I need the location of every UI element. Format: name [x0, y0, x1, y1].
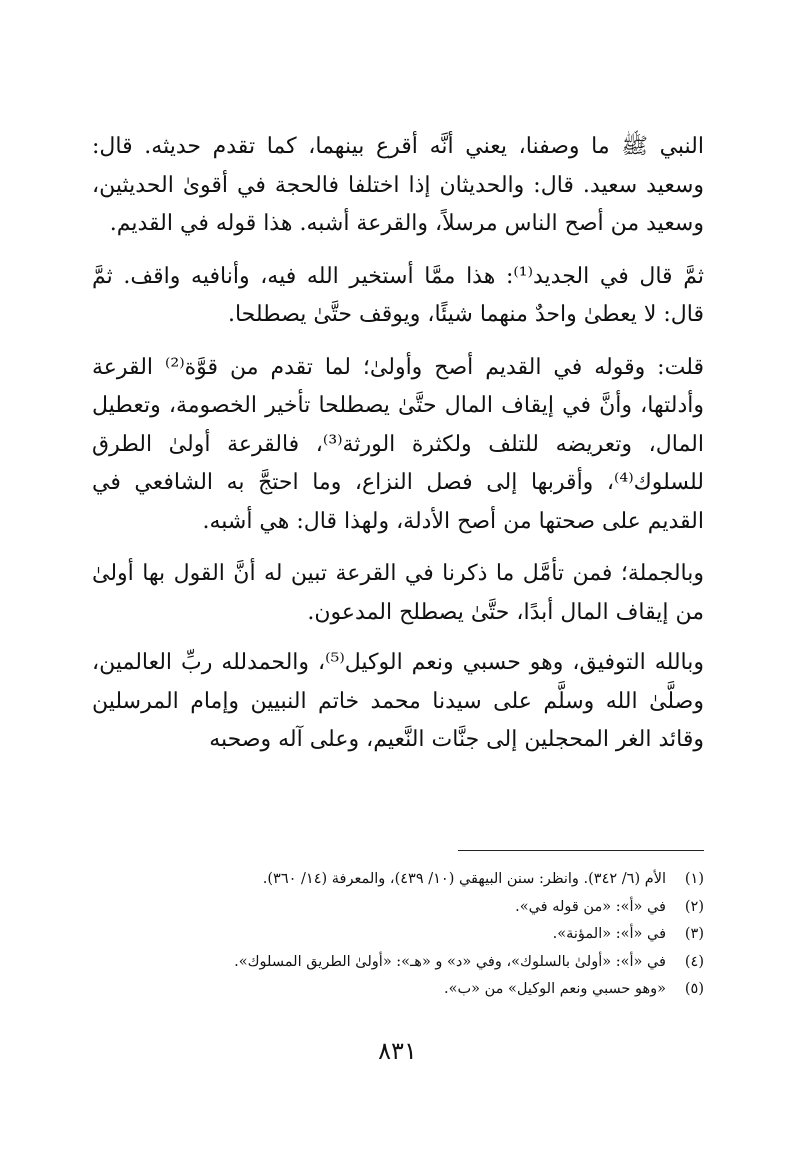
footnote-1 [92, 866, 704, 894]
footnote-number: (١) [684, 871, 704, 887]
footnote-2 [92, 894, 704, 922]
footnotes [92, 866, 704, 1004]
footnote-text: في «أ»: «المؤنة». [552, 926, 666, 942]
footnote-text: في «أ»: «أولىٰ بالسلوك»، وفي «د» و «هـ»: «أولىٰ الطريق المسلوك». [234, 953, 666, 970]
paragraph-4: وبالجملة؛ فمن تأمَّل ما ذكرنا في القرعة تبين له أنَّ القول بها أولىٰ من إيقاف المال أبدًا، حتَّىٰ يصطلح المدعون. [92, 561, 704, 625]
footnote-5 [92, 976, 704, 1004]
footnote-number: (٢) [684, 898, 704, 915]
footnote-3 [92, 921, 704, 949]
page-number: ٨٣١ [378, 1037, 417, 1065]
paragraph-5: وبالله التوفيق، وهو حسبي ونعم الوكيل⁽⁵⁾، والحمدلله ربِّ العالمين، وصلَّىٰ الله وسلَّم على سيدنا محمد خاتم النبيين وإمام المرسلين وقائد الغر المحجلين إلى جنَّات النَّعيم، وعلى آله وصحبه [92, 650, 705, 752]
paragraph-3: قلت: وقوله في القديم أصح وأولىٰ؛ لما تقدم من قوَّة⁽²⁾ القرعة وأدلتها، وأنَّ في إيقاف المال حتَّىٰ يصطلحا تأخير الخصومة، وتعطيل المال، وتعريضه للتلف ولكثرة الورثة⁽³⁾، فالقرعة أولىٰ الطرق للسلوك⁽⁴⁾، وأقربها إلى فصل النزاع، وما احتجَّ به الشافعي في القديم على صحتها من أصح الأدلة، ولهذا قال: هي أشبه. [92, 354, 704, 534]
footnote-number: (٥) [684, 981, 704, 997]
paragraph-1: النبي ﷺ ما وصفنا، يعني أنَّه أقرع بينهما، كما تقدم حديثه. قال: وسعيد سعيد. قال: والحديثان إذا اختلفا فالحجة في أقوىٰ الحديثين، وسعيد من أصح الناس مرسلاً، والقرعة أشبه. هذا قوله في القديم. [92, 134, 704, 236]
main-text [92, 128, 704, 760]
footnote-number: (٤) [684, 953, 704, 970]
footnote-text: في «أ»: «من قوله في». [515, 898, 666, 915]
footnote-number: (٣) [684, 926, 704, 942]
footnote-4 [92, 949, 704, 977]
paragraph-2: ثمَّ قال في الجديد⁽¹⁾: هذا ممَّا أستخير الله فيه، وأنافيه واقف. ثمَّ قال: لا يعطىٰ واحدٌ منهما شيئًا، ويوقف حتَّىٰ يصطلحا. [92, 263, 704, 327]
footnote-text: الأم (٦/ ٣٤٢). وانظر: سنن البيهقي (١٠/ ٤٣٩)، والمعرفة (١٤/ ٣٦٠). [262, 871, 666, 887]
footnote-text: «وهو حسبي ونعم الوكيل» من «ب». [444, 981, 666, 997]
footnote-divider [458, 850, 704, 851]
